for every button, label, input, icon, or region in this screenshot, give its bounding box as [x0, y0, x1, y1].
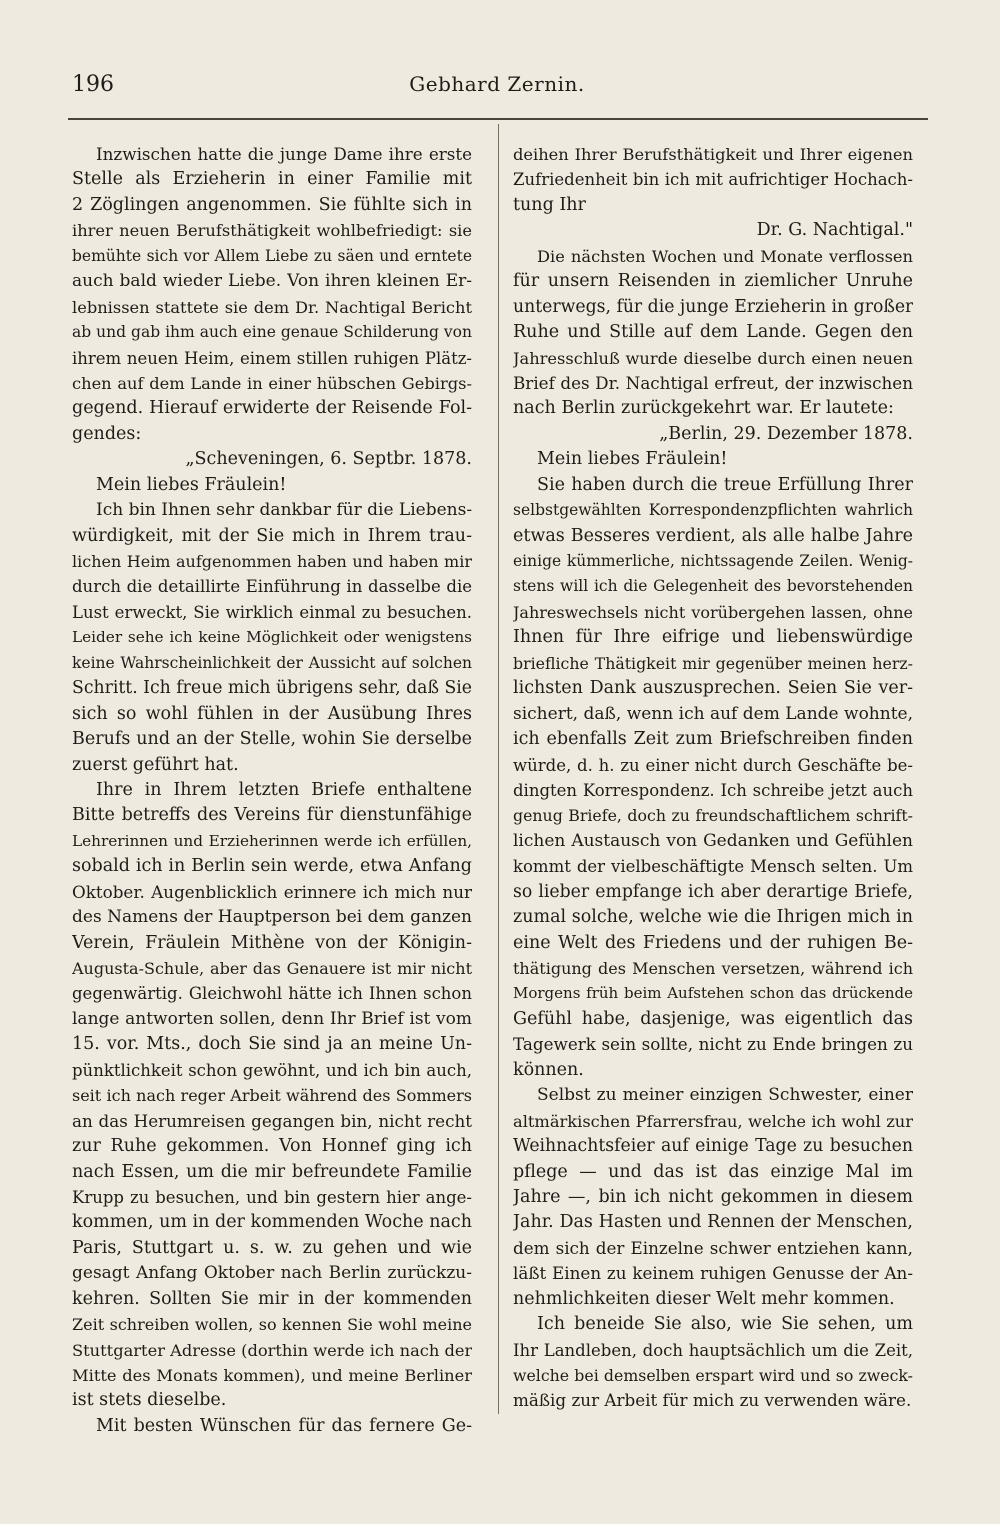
text-line: Sie haben durch die treue Erfüllung Ihrer — [537, 474, 913, 495]
text-line: Ich bin Ihnen sehr dankbar für die Liebens- — [96, 500, 472, 521]
text-line: gesagt Anfang Oktober nach Berlin zurückzu- — [72, 1263, 472, 1284]
text-line: gendes: — [72, 423, 142, 444]
text-line: Mitte des Monats kommen), und meine Berliner — [72, 1366, 472, 1385]
text-line: Stuttgarter Adresse (dorthin werde ich nach der — [72, 1340, 472, 1360]
text-line: zur Ruhe gekommen. Von Honnef ging ich — [72, 1136, 472, 1157]
text-line: kommt der vielbeschäftigte Mensch selten. Um — [513, 857, 913, 877]
text-line: ich ebenfalls Zeit zum Briefschreiben finden — [513, 729, 913, 750]
text-line: stens will ich die Gelegenheit des bevorstehenden — [513, 577, 913, 596]
left-column — [72, 142, 472, 1439]
text-line: würdigkeit, mit der Sie mich in Ihrem trau- — [72, 525, 472, 546]
text-line: „Berlin, 29. Dezember 1878. — [659, 423, 913, 444]
text-line: „Scheveningen, 6. Septbr. 1878. — [185, 449, 472, 470]
text-line: nach Essen, um die mir befreundete Familie — [72, 1161, 472, 1182]
text-line: für unsern Reisenden in ziemlicher Unruhe — [513, 271, 913, 292]
text-line: Lust erweckt, Sie wirklich einmal zu besuchen. — [72, 602, 472, 622]
text-line: ist stets dieselbe. — [72, 1390, 227, 1411]
text-line: Mein liebes Fräulein! — [96, 474, 287, 495]
text-line: altmärkischen Pfarrersfrau, welche ich wohl zur — [513, 1111, 913, 1131]
text-line: briefliche Thätigkeit mir gegenüber meinen herz- — [513, 653, 913, 673]
text-line: einige kümmerliche, nichtssagende Zeilen. Wenig- — [513, 552, 913, 570]
text-line: Jahreswechsels nicht vorübergehen lassen, ohne — [513, 602, 913, 622]
text-line: thätigung des Menschen versetzen, während ich — [513, 959, 913, 978]
text-line: so lieber empfange ich aber derartige Briefe, — [513, 881, 913, 902]
text-line: dem sich der Einzelne schwer entziehen kann, — [513, 1237, 913, 1258]
text-line: Dr. G. Nachtigal." — [756, 220, 913, 241]
text-line: mäßig zur Arbeit für mich zu verwenden wäre. — [513, 1390, 912, 1411]
text-line: selbstgewählten Korrespondenzpflichten wahrlich — [513, 501, 913, 520]
text-line: Jahresschluß wurde dieselbe durch einen neuen — [513, 348, 913, 368]
text-line: Verein, Fräulein Mithène von der Königin- — [72, 932, 472, 953]
running-head: Gebhard Zernin. — [409, 72, 585, 96]
text-line: lange antworten sollen, denn Ihr Brief ist vom — [72, 1008, 472, 1029]
text-line: Selbst zu meiner einzigen Schwester, einer — [537, 1085, 913, 1106]
text-line: sobald ich in Berlin sein werde, etwa Anfang — [72, 856, 472, 877]
text-line: Mein liebes Fräulein! — [537, 449, 728, 470]
text-line: dingten Korrespondenz. Ich schreibe jetzt auch — [513, 780, 913, 800]
text-line: deihen Ihrer Berufsthätigkeit und Ihrer eigenen — [513, 145, 913, 164]
text-line: Lehrerinnen und Erzieherinnen werde ich erfüllen, — [72, 831, 472, 850]
text-line: seit ich nach reger Arbeit während des Sommers — [72, 1086, 472, 1106]
text-line: chen auf dem Lande in einer hübschen Gebirgs- — [72, 373, 472, 393]
text-line: lichsten Dank auszusprechen. Seien Sie ver- — [513, 678, 913, 699]
text-line: Inzwischen hatte die junge Dame ihre erste — [96, 144, 472, 164]
text-line: pünktlichkeit schon gewöhnt, und ich bin auch, — [72, 1060, 472, 1080]
text-line: lebnissen stattete sie dem Dr. Nachtigal Bericht — [72, 297, 472, 317]
text-line: Ich beneide Sie also, wie Sie sehen, um — [537, 1314, 913, 1335]
text-line: Tagewerk sein sollte, nicht zu Ende bringen zu — [513, 1034, 913, 1055]
text-line: 15. vor. Mts., doch Sie sind ja an meine Un- — [72, 1034, 472, 1055]
text-line: Berufs und an der Stelle, wohin Sie derselbe — [72, 729, 472, 750]
text-line: unterwegs, für die junge Erzieherin in großer — [513, 296, 913, 317]
text-line: Bitte betreffs des Vereins für dienstunfähige — [72, 805, 472, 826]
text-line: etwas Besseres verdient, als alle halbe Jahre — [513, 525, 913, 546]
text-line: auch bald wieder Liebe. Von ihren kleinen Er- — [72, 271, 472, 292]
text-line: gegend. Hierauf erwiderte der Reisende Fol- — [72, 398, 472, 419]
text-line: genug Briefe, doch zu freundschaftlichem schrift- — [513, 806, 913, 826]
text-line: Paris, Stuttgart u. s. w. zu gehen und wie — [72, 1237, 472, 1258]
text-line: Leider sehe ich keine Möglichkeit oder wenigstens — [72, 628, 472, 647]
text-line: läßt Einen zu keinem ruhigen Genusse der An- — [513, 1263, 913, 1284]
text-line: keine Wahrscheinlichkeit der Aussicht auf solchen — [72, 653, 472, 672]
text-line: sich so wohl fühlen in der Ausübung Ihres — [72, 703, 472, 724]
text-line: zumal solche, welche wie die Ihrigen mich in — [513, 907, 913, 928]
text-line: können. — [513, 1059, 584, 1080]
text-line: an das Herumreisen gegangen bin, nicht recht — [72, 1110, 472, 1131]
text-line: Ihr Landleben, doch hauptsächlich um die Zeit, — [513, 1340, 913, 1360]
text-line: nach Berlin zurückgekehrt war. Er lautete: — [513, 398, 894, 419]
text-line: durch die detaillirte Einführung in dasselbe die — [72, 577, 472, 597]
text-line: bemühte sich vor Allem Liebe zu säen und erntete — [72, 246, 472, 265]
header-rule — [68, 118, 928, 120]
text-line: Zufriedenheit bin ich mit aufrichtiger Hochach- — [513, 170, 913, 190]
text-line: Brief des Dr. Nachtigal erfreut, der inzwischen — [513, 372, 913, 393]
text-line: kehren. Sollten Sie mir in der kommenden — [72, 1288, 472, 1309]
text-line: ab und gab ihm auch eine genaue Schilderung von — [72, 323, 472, 342]
text-line: des Namens der Hauptperson bei dem ganzen — [72, 907, 472, 928]
page-header — [72, 68, 922, 108]
text-line: kommen, um in der kommenden Woche nach — [72, 1212, 472, 1233]
text-line: sichert, daß, wenn ich auf dem Lande wohnte, — [513, 703, 913, 724]
text-line: ihrer neuen Berufsthätigkeit wohlbefriedigt: sie — [72, 221, 472, 241]
text-line: lichen Heim aufgenommen haben und haben mir — [72, 552, 472, 571]
text-line: tung Ihr — [513, 194, 586, 215]
text-line: Ihre in Ihrem letzten Briefe enthaltene — [96, 779, 472, 800]
text-line: Ruhe und Stille auf dem Lande. Gegen den — [513, 322, 913, 343]
text-line: Gefühl habe, dasjenige, was eigentlich das — [513, 1008, 913, 1029]
text-line: welche bei demselben erspart wird und so zweck- — [513, 1366, 913, 1385]
text-line: Oktober. Augenblicklich erinnere ich mich nur — [72, 881, 472, 902]
text-line: Augusta-Schule, aber das Genauere ist mir nicht — [72, 959, 472, 978]
text-line: nehmlichkeiten dieser Welt mehr kommen. — [513, 1288, 895, 1309]
text-line: lichen Austausch von Gedanken und Gefühlen — [513, 830, 913, 851]
text-line: Jahre —, bin ich nicht gekommen in diesem — [513, 1186, 913, 1207]
text-line: Weihnachtsfeier auf einige Tage zu besuchen — [513, 1136, 913, 1157]
text-line: Mit besten Wünschen für das fernere Ge- — [96, 1415, 472, 1436]
text-line: Morgens früh beim Aufstehen schon das drückende — [513, 984, 913, 1003]
page-number: 196 — [72, 72, 114, 97]
text-line: pflege — und das ist das einzige Mal im — [513, 1161, 913, 1182]
column-divider — [498, 124, 499, 1414]
text-line: Schritt. Ich freue mich übrigens sehr, daß Sie — [72, 678, 472, 699]
text-line: eine Welt des Friedens und der ruhigen Be- — [513, 932, 913, 953]
text-line: zuerst geführt hat. — [72, 754, 239, 775]
text-line: Ihnen für Ihre eifrige und liebenswürdige — [513, 627, 913, 648]
text-line: Die nächsten Wochen und Monate verflossen — [537, 246, 913, 266]
text-line: ihrem neuen Heim, einem stillen ruhigen Plätz- — [72, 348, 472, 368]
text-line: Stelle als Erzieherin in einer Familie mit — [72, 169, 472, 190]
text-line: gegenwärtig. Gleichwohl hätte ich Ihnen schon — [72, 984, 472, 1004]
text-line: 2 Zöglingen angenommen. Sie fühlte sich in — [72, 194, 472, 215]
text-line: Zeit schreiben wollen, so kennen Sie wohl meine — [72, 1315, 472, 1335]
text-line: Krupp zu besuchen, und bin gestern hier ange- — [72, 1187, 472, 1207]
text-line: Jahr. Das Hasten und Rennen der Menschen, — [513, 1212, 913, 1233]
text-line: würde, d. h. zu einer nicht durch Geschäfte be- — [513, 755, 913, 775]
right-column — [513, 142, 913, 1414]
